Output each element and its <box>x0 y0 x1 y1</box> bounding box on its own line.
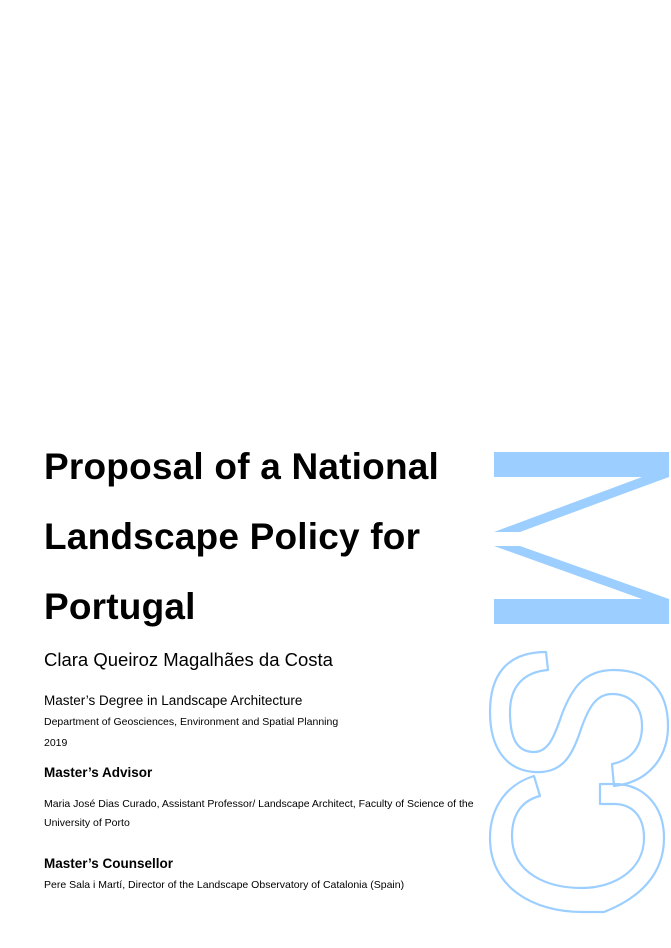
counsellor-text: Pere Sala i Martí, Director of the Landscape Observatory of Catalonia (Spain) <box>44 879 405 891</box>
department-name: Department of Geosciences, Environment and Spatial Planning <box>44 716 339 728</box>
counsellor-heading: Master’s Counsellor <box>44 856 174 871</box>
advisor-heading: Master’s Advisor <box>44 765 153 780</box>
msc-letter-s <box>490 652 668 786</box>
author-name: Clara Queiroz Magalhães da Costa <box>44 649 333 670</box>
advisor-text: Maria José Dias Curado, Assistant Professor/ Landscape Architect, Faculty of Science of the University of Porto <box>44 798 474 829</box>
document-title: Proposal of a National Landscape Policy for Portugal <box>44 446 440 627</box>
msc-letter-c <box>490 776 664 912</box>
msc-letter-m <box>494 452 669 624</box>
degree-name: Master’s Degree in Landscape Architecture <box>44 693 303 708</box>
year: 2019 <box>44 737 68 749</box>
